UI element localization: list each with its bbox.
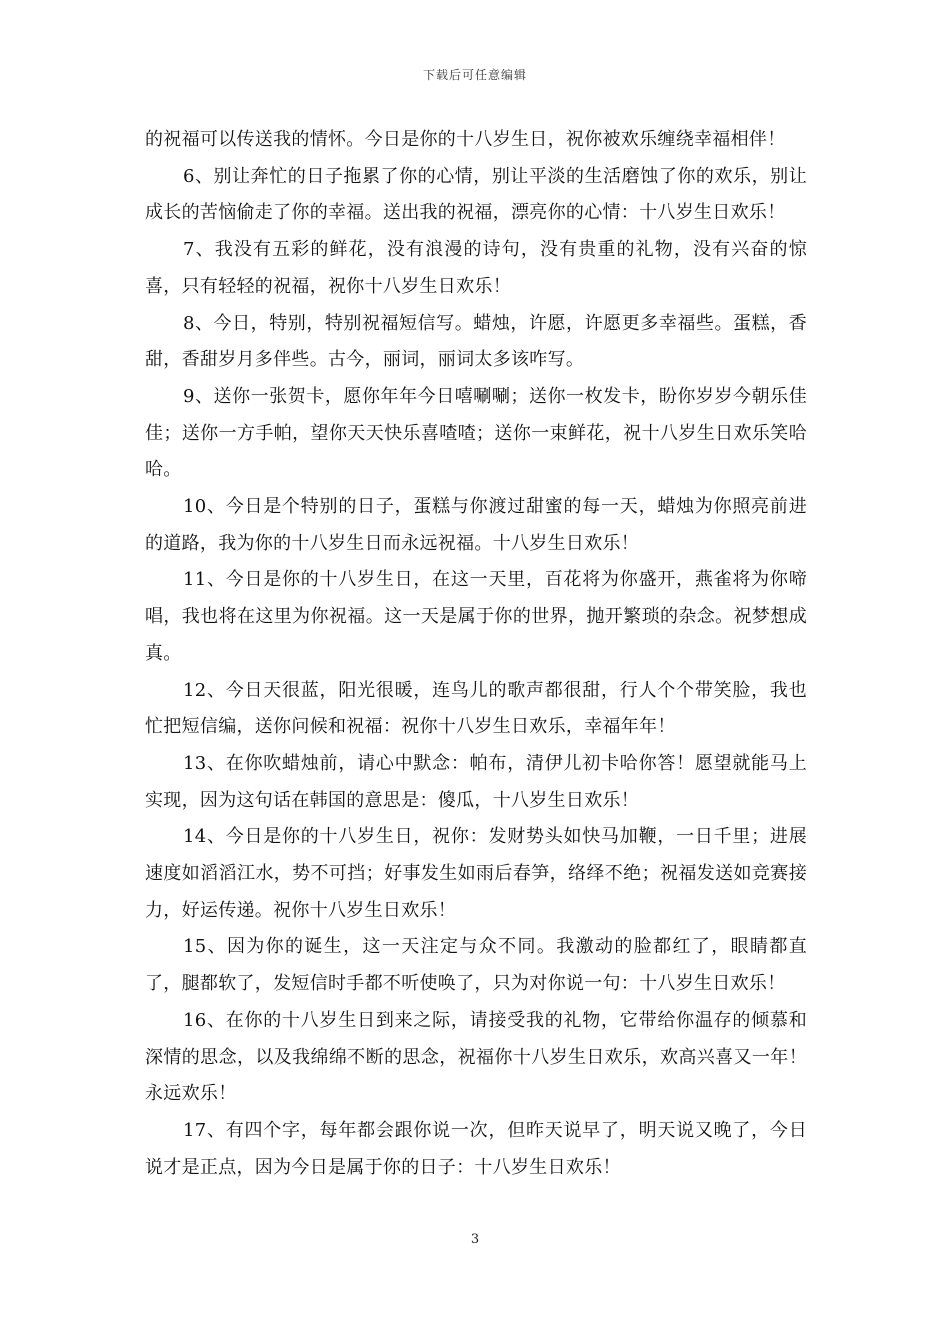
paragraph-item-7: 7、我没有五彩的鲜花，没有浪漫的诗句，没有贵重的礼物，没有兴奋的惊喜，只有轻轻的祝福，祝你十八岁生日欢乐！	[145, 239, 807, 297]
paragraph-item-6: 6、别让奔忙的日子拖累了你的心情，别让平淡的生活磨蚀了你的欢乐，别让成长的苦恼偷走了你的幸福。送出我的祝福，漂亮你的心情：十八岁生日欢乐！	[145, 165, 807, 224]
paragraph-item-16: 16、在你的十八岁生日到来之际，请接受我的礼物，它带给你温存的倾慕和深情的思念，以及我绵绵不断的思念，祝福你十八岁生日欢乐，欢高兴喜又一年！永远欢乐！	[145, 1009, 807, 1105]
paragraph-item-11: 11、今日是你的十八岁生日，在这一天里，百花将为你盛开，燕雀将为你啼唱，我也将在这里为你祝福。这一天是属于你的世界，抛开繁琐的杂念。祝梦想成真。	[145, 569, 807, 664]
paragraph-item-14: 14、今日是你的十八岁生日，祝你：发财势头如快马加鞭，一日千里；进展速度如滔滔江水，势不可挡；好事发生如雨后春笋，络绎不绝；祝福发送如竞赛接力，好运传递。祝你十八岁生日欢乐！	[145, 826, 807, 921]
paragraph-item-15: 15、因为你的诞生，这一天注定与众不同。我激动的脸都红了，眼睛都直了，腿都软了，发短信时手都不听使唤了，只为对你说一句：十八岁生日欢乐！	[145, 936, 807, 995]
paragraph-continuation: 的祝福可以传送我的情怀。今日是你的十八岁生日，祝你被欢乐缠绕幸福相伴！	[145, 129, 786, 150]
page-number: 3	[470, 1232, 480, 1247]
document-body	[145, 122, 807, 1186]
paragraph-item-9: 9、送你一张贺卡，愿你年年今日嘻唰唰；送你一枚发卡，盼你岁岁今朝乐佳佳；送你一方手帕，望你天天快乐喜喳喳；送你一束鲜花，祝十八岁生日欢乐笑哈哈。	[145, 385, 807, 481]
paragraph-item-17: 17、有四个字，每年都会跟你说一次，但昨天说早了，明天说又晚了，今日说才是正点，因为今日是属于你的日子：十八岁生日欢乐！	[145, 1119, 807, 1178]
page-header-note: 下载后可任意编辑	[422, 68, 527, 82]
paragraph-item-10: 10、今日是个特别的日子，蛋糕与你渡过甜蜜的每一天，蜡烛为你照亮前进的道路，我为你的十八岁生日而永远祝福。十八岁生日欢乐！	[145, 496, 807, 554]
paragraph-item-8: 8、今日，特别，特别祝福短信写。蜡烛，许愿，许愿更多幸福些。蛋糕，香甜，香甜岁月多伴些。古今，丽词，丽词太多该咋写。	[145, 312, 807, 371]
paragraph-item-13: 13、在你吹蜡烛前，请心中默念：帕布，清伊儿初卡哈你答！愿望就能马上实现，因为这句话在韩国的意思是：傻瓜，十八岁生日欢乐！	[145, 752, 807, 811]
paragraph-item-12: 12、今日天很蓝，阳光很暖，连鸟儿的歌声都很甜，行人个个带笑脸，我也忙把短信编，送你问候和祝福：祝你十八岁生日欢乐，幸福年年！	[145, 679, 807, 738]
